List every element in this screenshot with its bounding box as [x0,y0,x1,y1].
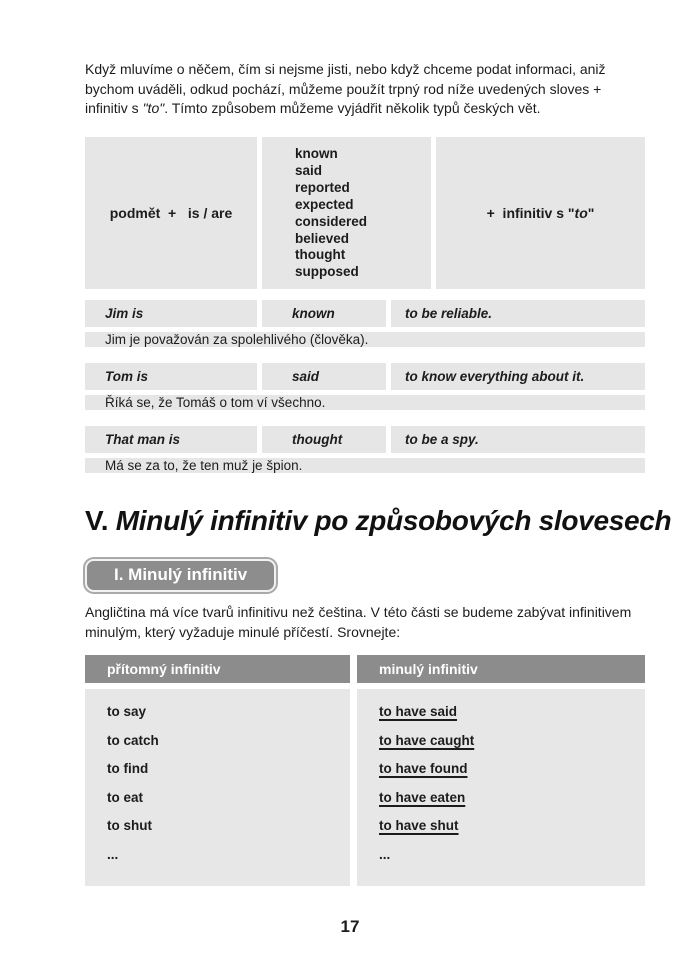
example-translation: Říká se, že Tomáš o tom ví všechno. [85,395,645,410]
section-title: Minulý infinitiv po způsobových slovesech [108,505,672,536]
example-row-czech [85,332,645,359]
example-verb: thought [262,426,386,453]
example-subject: That man is [85,426,257,453]
example-subject: Tom is [85,363,257,390]
formula-verb: reported [295,179,350,195]
past-infinitive-header: minulý infinitiv [357,655,645,683]
past-infinitive-column [357,655,645,886]
present-infinitive-item: to eat [107,789,144,805]
passive-formula-table [85,137,645,289]
formula-verb: expected [295,196,354,212]
formula-infinitive-post: " [587,205,595,221]
present-infinitive-item: to catch [107,732,159,748]
example-row-english [85,300,645,327]
example-row-czech [85,458,645,485]
formula-infinitive-word: to [574,205,588,221]
subsection-badge: I. Minulý infinitiv [85,559,276,592]
intro-to-word: "to" [142,100,165,116]
example-verb: known [262,300,386,327]
intro-text-part2: . Tímto způsobem můžeme vyjádřit několik typů českých vět. [164,100,541,116]
example-row-english [85,363,645,390]
past-infinitive-item: to have eaten [379,789,466,805]
formula-verb: believed [295,230,350,246]
example-infinitive: to know everything about it. [391,363,645,390]
example-row-czech [85,395,645,422]
present-infinitive-body [85,689,350,886]
formula-verb: supposed [295,264,359,280]
example-infinitive: to be reliable. [391,300,645,327]
present-infinitive-item: to shut [107,818,152,833]
example-infinitive: to be a spy. [391,426,645,453]
example-translation: Jim je považován za spolehlivého (člověka). [85,332,645,347]
past-infinitive-item: to have shut [379,818,459,833]
past-infinitive-item: ... [379,846,391,862]
example-row-english [85,426,645,453]
formula-verb: considered [295,213,368,229]
formula-infinitive-pre: + infinitiv s " [486,205,575,221]
past-infinitive-item: to have said [379,704,458,719]
formula-infinitive-cell [436,137,645,289]
comparison-intro-paragraph: Angličtina má více tvarů infinitivu než čeština. V této části se budeme zabývat infinitivem minulým, který vyžaduje minulé příčestí. Srovnejte: [85,604,632,640]
infinitive-comparison-table [85,655,645,886]
example-verb: said [262,363,386,390]
page-number: 17 [340,917,360,936]
formula-verb: known [295,146,338,161]
example-translation: Má se za to, že ten muž je špion. [85,458,645,473]
past-infinitive-item: to have found [379,761,468,776]
formula-verb: thought [295,247,346,263]
intro-paragraph [85,60,637,119]
section-numeral: V. [85,505,109,536]
present-infinitive-header: přítomný infinitiv [85,655,350,683]
present-infinitive-item: ... [107,846,119,862]
present-infinitive-column [85,655,350,886]
formula-subject-cell: podmět + is / are [85,137,257,289]
formula-verbs-cell [262,137,431,289]
present-infinitive-item: to say [107,704,147,719]
past-infinitive-item: to have caught [379,732,475,748]
intro-text-part1: Když mluvíme o něčem, čím si nejsme jisti, nebo když chceme podat informaci, aniž bychom uváděli, odkud pochází, můžeme použít trpný rod níže uvedených sloves + infinitiv s [85,61,606,116]
present-infinitive-item: to find [107,761,149,776]
examples-table [85,300,645,489]
formula-verb: said [295,162,323,178]
example-subject: Jim is [85,300,257,327]
past-infinitive-body [357,689,645,886]
section-heading [85,505,685,537]
